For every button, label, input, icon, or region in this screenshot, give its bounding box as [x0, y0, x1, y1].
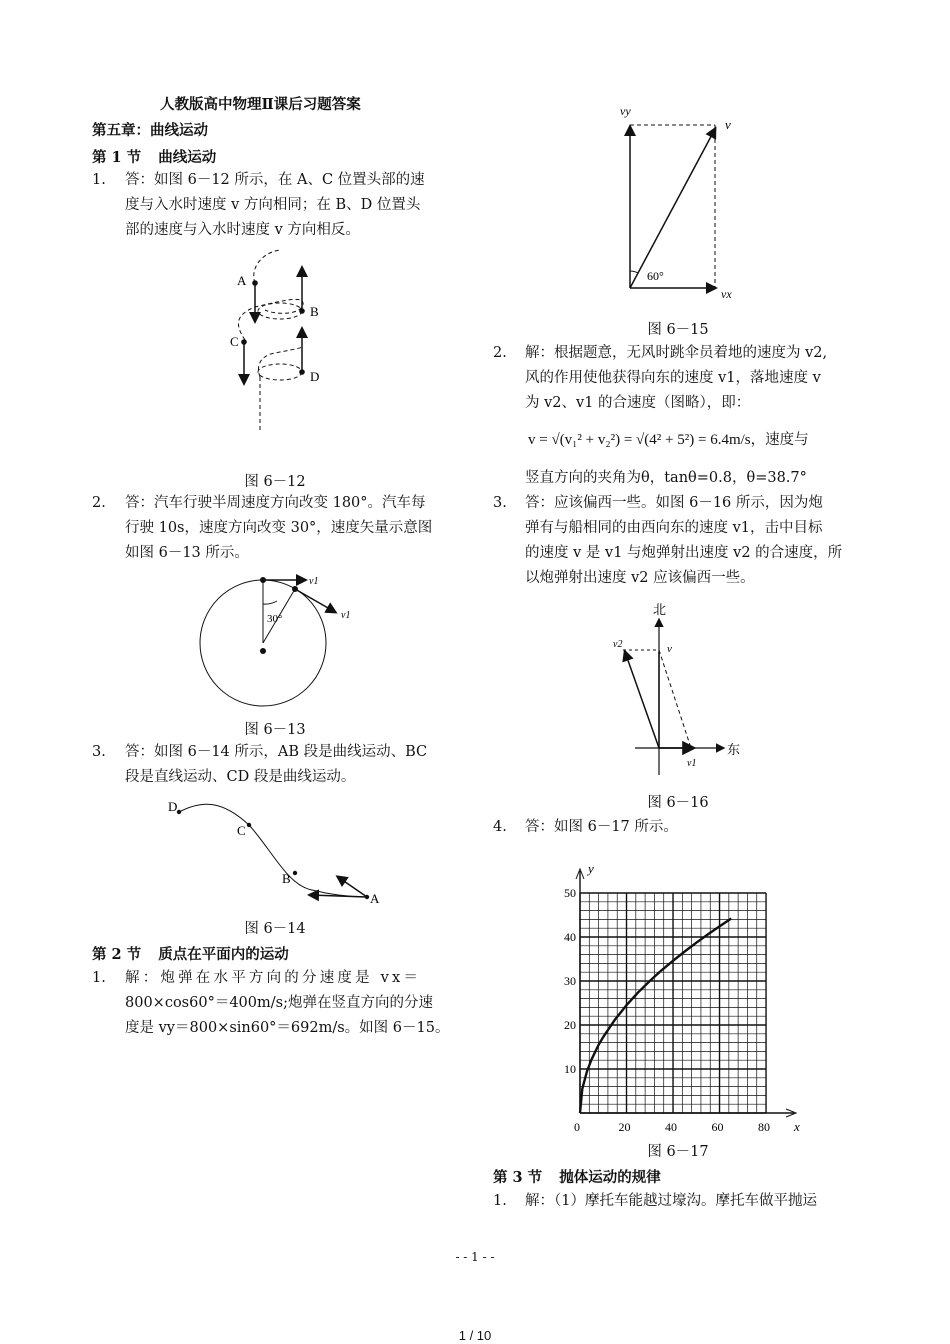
question-number: 1. [493, 1193, 507, 1209]
section-3-number: 第 3 节 [493, 1169, 543, 1186]
v-label: v [667, 643, 672, 655]
section-2-title: 质点在平面内的运动 [158, 946, 289, 963]
answer-line: 答：如图 6－12 所示，在 A、C 位置头部的速 [125, 172, 425, 188]
figure-caption: 图 6－14 [244, 921, 306, 937]
answer-line: 答：应该偏西一些。如图 6－16 所示，因为炮 [525, 495, 823, 511]
x-axis-label: x [794, 1119, 800, 1134]
figure-caption: 图 6－17 [647, 1144, 709, 1160]
velocity-arrow [295, 589, 335, 612]
dive-path [258, 347, 303, 377]
y-tick-label: 50 [564, 886, 576, 900]
question-number: 3. [493, 495, 507, 511]
velocity-equation [528, 428, 809, 449]
x-tick-label: 20 [618, 1120, 631, 1134]
answer-line: 答：如图 6－14 所示，AB 段是曲线运动、BC [125, 744, 428, 760]
v-arrow [630, 129, 715, 288]
figure-6-14 [162, 795, 392, 910]
section-2-number: 第 2 节 [92, 946, 142, 963]
document-title: 人教版高中物理Ⅱ课后习题答案 [160, 96, 361, 113]
figure-caption: 图 6－12 [244, 474, 306, 490]
v2-arrow [625, 652, 659, 748]
answer-line: 答：汽车行驶半周速度方向改变 180°。汽车每 [125, 495, 426, 511]
v1-label: v1 [687, 758, 697, 769]
section-3-heading [493, 1165, 661, 1190]
y-tick-label: 30 [564, 974, 576, 988]
section-1-heading [92, 145, 216, 170]
question-number: 3. [92, 744, 106, 760]
figure-6-16 [605, 600, 745, 780]
question-number: 1. [92, 172, 106, 188]
answer-line: 行驶 10s，速度方向改变 30°，速度矢量示意图 [125, 520, 433, 536]
page-number: - - 1 - - [455, 1250, 495, 1264]
v2-label: v2 [613, 639, 623, 650]
x-tick-label: 80 [758, 1120, 771, 1134]
label-d: D [310, 369, 320, 384]
point-c [247, 823, 251, 827]
y-tick-label: 40 [564, 930, 576, 944]
trajectory-curve [179, 804, 367, 897]
pager: 1 / 10 [458, 1328, 492, 1343]
velocity-arrow [338, 877, 367, 897]
section-3-title: 抛体运动的规律 [559, 1169, 661, 1186]
label-d: D [168, 799, 178, 814]
dive-path [254, 250, 280, 283]
label-b: B [310, 304, 319, 319]
angle-arc [630, 271, 638, 273]
answer-line: 答：如图 6－17 所示。 [525, 819, 678, 835]
label-b: B [282, 871, 291, 886]
figure-6-12 [225, 245, 345, 435]
equation-tail: ，速度与 [750, 432, 809, 448]
section-1-number: 第 1 节 [92, 149, 142, 166]
equation-body: v = √(v₁² + v₂²) = √(4² + 5²) = 6.4m/s [528, 432, 751, 448]
answer-line: 以炮弹射出速度 v2 应该偏西一些。 [525, 570, 755, 586]
figure-6-13 [195, 572, 375, 712]
data-curve [580, 919, 731, 1114]
chapter-title: 第五章：曲线运动 [92, 122, 208, 139]
x-tick-label: 60 [711, 1120, 724, 1134]
answer-line: 解：炮弹在水平方向的分速度是 vx＝ [125, 970, 422, 986]
figure-caption: 图 6－15 [647, 322, 709, 338]
section-1-title: 曲线运动 [158, 149, 217, 166]
question-number: 2. [493, 345, 507, 361]
label-c: C [230, 334, 239, 349]
figure-6-15 [615, 105, 745, 305]
answer-line: 如图 6－13 所示。 [125, 545, 249, 561]
figure-6-17-chart [555, 860, 815, 1140]
answer-line: 风的作用使他获得向东的速度 v1，落地速度 v [525, 370, 821, 386]
v-label: v [725, 117, 731, 132]
answer-line: 为 v2、v1 的合速度（图略），即： [525, 395, 751, 411]
dashed-guide [659, 650, 691, 748]
point-d [177, 810, 181, 814]
answer-line: 弹有与船相同的由西向东的速度 v1，击中目标 [525, 520, 823, 536]
answer-line: 度是 vy＝800×sin60°＝692m/s。如图 6－15。 [125, 1020, 450, 1036]
answer-line: 解：根据题意，无风时跳伞员着地的速度为 v2, [525, 345, 828, 361]
question-number: 4. [493, 819, 507, 835]
vy-label: vy [620, 104, 631, 118]
answer-line: 竖直方向的夹角为θ，tanθ=0.8，θ=38.7° [525, 470, 807, 486]
velocity-arrow [310, 895, 367, 897]
figure-caption: 图 6－13 [244, 722, 306, 738]
v1-label: v1 [309, 576, 319, 587]
y-tick-label: 20 [564, 1018, 576, 1032]
east-label: 东 [727, 742, 741, 757]
y-tick-label: 10 [564, 1062, 576, 1076]
answer-line: 解：（1）摩托车能越过壕沟。摩托车做平抛运 [525, 1193, 817, 1209]
question-number: 2. [92, 495, 106, 511]
label-c: C [237, 823, 246, 838]
north-label: 北 [653, 602, 667, 617]
label-a: A [370, 891, 380, 906]
center-point [260, 648, 266, 654]
label-a: A [237, 273, 247, 288]
angle-arc [263, 601, 277, 604]
answer-line: 度与入水时速度 v 方向相同；在 B、D 位置头 [125, 197, 421, 213]
answer-line: 段是直线运动、CD 段是曲线运动。 [125, 769, 356, 785]
dive-path [238, 299, 303, 340]
x-tick-label: 40 [665, 1120, 678, 1134]
answer-line: 的速度 v 是 v1 与炮弹射出速度 v2 的合速度，所 [525, 545, 843, 561]
dive-loop [258, 364, 302, 380]
section-2-heading [92, 942, 289, 967]
angle-label: 30° [267, 613, 283, 625]
angle-label: 60° [647, 269, 664, 283]
point-b [293, 871, 297, 875]
v1-label: v1 [341, 610, 351, 621]
vx-label: vx [721, 287, 732, 301]
question-number: 1. [92, 970, 106, 986]
answer-line: 部的速度与入水时速度 v 方向相反。 [125, 222, 360, 238]
answer-line: 800×cos60°＝400m/s;炮弹在竖直方向的分速 [125, 995, 433, 1011]
figure-caption: 图 6－16 [647, 795, 709, 811]
x-tick-label: 0 [574, 1120, 580, 1134]
y-axis-label: y [588, 861, 594, 876]
